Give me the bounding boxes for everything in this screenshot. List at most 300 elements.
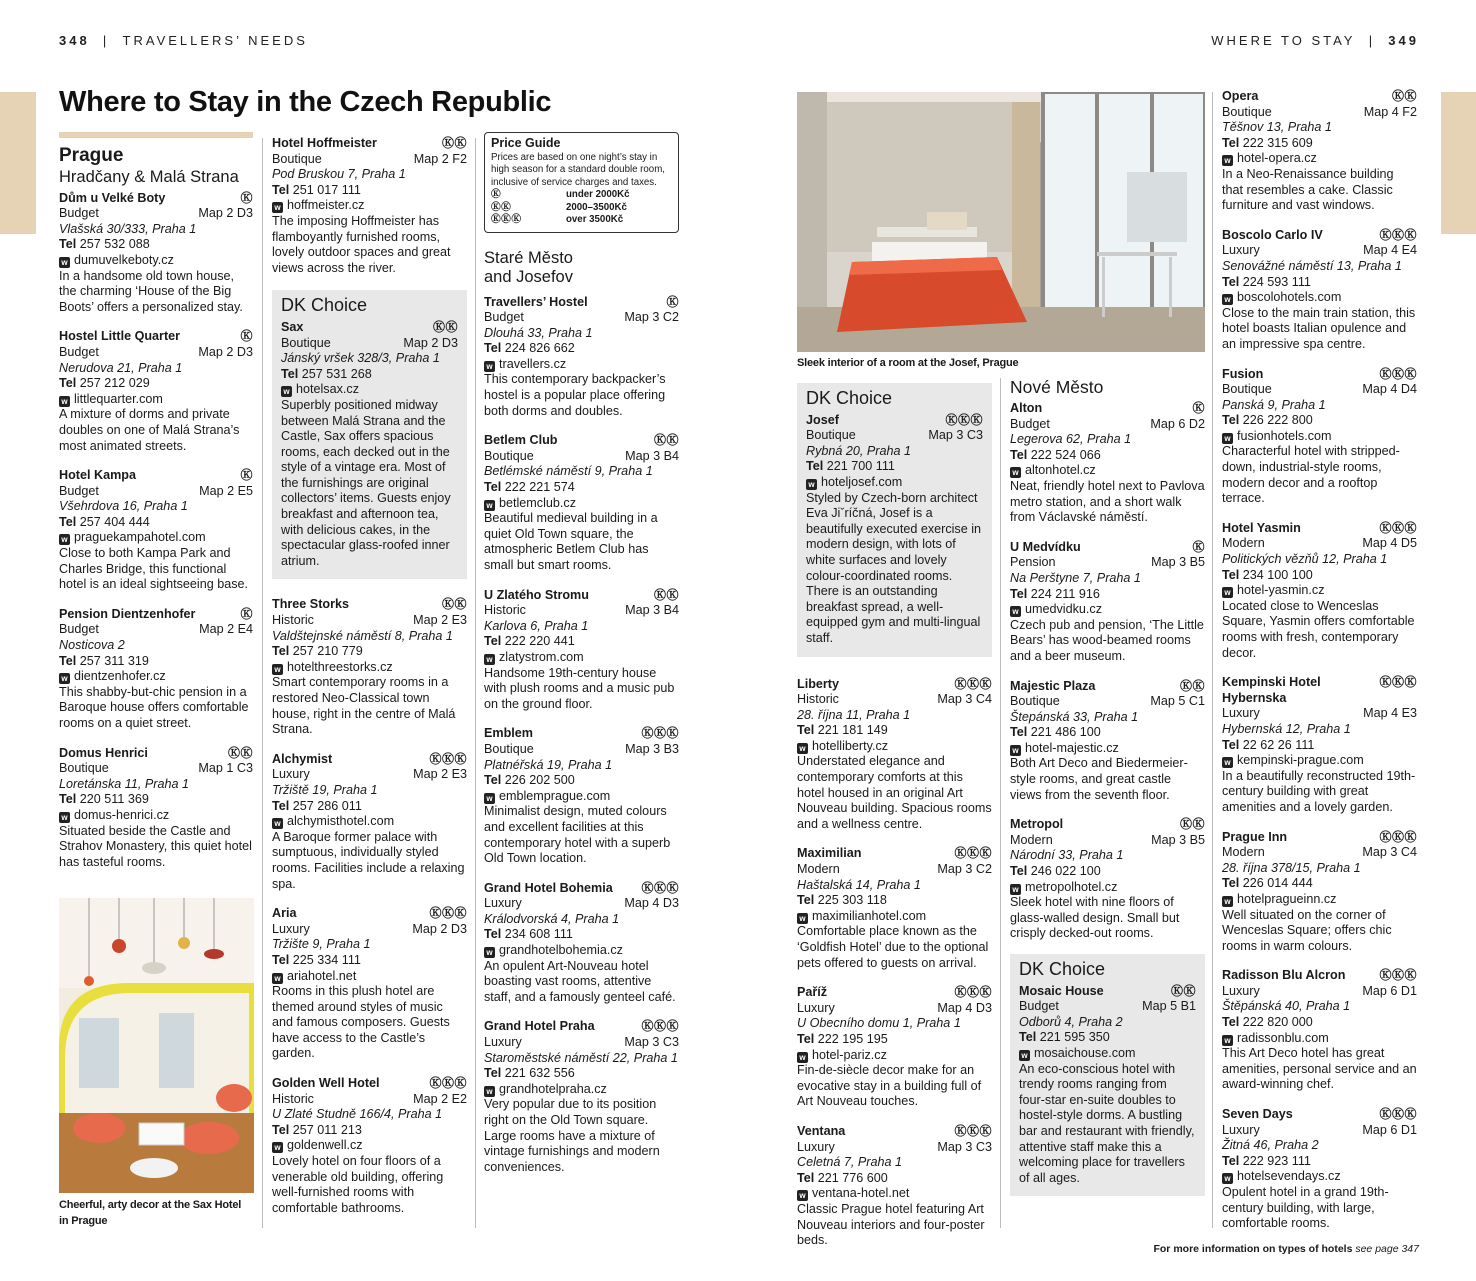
tel-label: Tel xyxy=(59,514,77,529)
price-range: 2000–3500Kč xyxy=(566,201,627,213)
dk-choice-box xyxy=(272,290,467,579)
website-link[interactable]: grandhotelbohemia.cz xyxy=(499,943,623,958)
map-reference: Map 3 C3 xyxy=(937,1139,992,1154)
hotel-description: Close to the main train station, this hotel boasts Italian opulence and an impressive spa centre. xyxy=(1222,305,1416,351)
dk-choice-box xyxy=(1010,954,1205,1196)
hotel-type: Pension xyxy=(1010,555,1056,570)
price-rating: ⓀⓀⓀ xyxy=(1379,1107,1417,1122)
web-icon: w xyxy=(797,1052,808,1063)
hotel-description: Neat, friendly hotel next to Pavlova metro station, and a short walk from Václavské náměstí. xyxy=(1010,478,1205,525)
column-divider xyxy=(1212,92,1213,1228)
tel-label: Tel xyxy=(484,927,502,942)
hotel-description: Very popular due to its position right on the Old Town square. Large rooms have a mixture of vintage furnishings and modern conveniences. xyxy=(484,1097,660,1174)
hotel-entry xyxy=(1222,89,1417,214)
website-link[interactable]: hotelsax.cz xyxy=(296,382,359,397)
website-link[interactable]: boscolohotels.com xyxy=(1237,290,1342,305)
map-reference: Map 6 D2 xyxy=(1150,416,1205,431)
map-reference: Map 2 E4 xyxy=(199,622,253,637)
column-divider xyxy=(475,138,476,1228)
hotel-telephone xyxy=(59,237,253,253)
entry-header-row xyxy=(1222,89,1417,105)
hotel-address: Na Perštyne 7, Praha 1 xyxy=(1010,570,1141,585)
tel-label: Tel xyxy=(484,634,502,649)
dk-choice-title: DK Choice xyxy=(806,388,893,408)
hotel-address: Štěpánská 40, Praha 1 xyxy=(1222,999,1351,1014)
price-guide xyxy=(484,132,679,233)
website-link[interactable]: littlequarter.com xyxy=(74,391,163,406)
website-link[interactable]: travellers.cz xyxy=(499,356,567,371)
website-link[interactable]: hoteljosef.com xyxy=(821,474,903,489)
website-link[interactable]: hotel-opera.cz xyxy=(1237,151,1317,166)
entry-type-row xyxy=(797,862,992,878)
map-reference: Map 3 C2 xyxy=(937,862,992,877)
hotel-description: This shabby-but-chic pension in a Baroque house offers comfortable rooms on a quiet street. xyxy=(59,684,249,730)
entry-header-row xyxy=(281,320,458,336)
hotel-entry xyxy=(59,607,253,732)
price-rating: ⓀⓀ xyxy=(1179,678,1205,693)
tel-number: 222 221 574 xyxy=(504,480,575,495)
price-rating: Ⓚ xyxy=(240,329,253,344)
column-3 xyxy=(484,132,679,1189)
hotel-address: Odborů 4, Praha 2 xyxy=(1019,1014,1123,1029)
hotel-type: Historic xyxy=(484,603,526,618)
price-rating: ⓀⓀⓀ xyxy=(945,412,983,427)
entry-type-row xyxy=(484,1035,679,1051)
hotel-telephone xyxy=(797,1032,992,1048)
hotel-address: U Zlaté Studně 166/4, Praha 1 xyxy=(272,1107,443,1122)
price-rating: ⓀⓀ xyxy=(441,597,467,612)
hotel-address: Tržiště 19, Praha 1 xyxy=(272,782,378,797)
web-icon: w xyxy=(1010,606,1021,617)
website-link[interactable]: ariahotel.net xyxy=(287,968,357,983)
tel-label: Tel xyxy=(1222,737,1240,752)
entry-type-row xyxy=(797,692,992,708)
hotel-name: Hotel Yasmin xyxy=(1222,520,1301,535)
hotel-website xyxy=(59,669,253,685)
website-link[interactable]: alchymisthotel.com xyxy=(287,814,395,829)
website-link[interactable]: hotelsevendays.cz xyxy=(1237,1169,1341,1184)
price-rating: ⓀⓀⓀ xyxy=(429,751,467,766)
section-name-right: WHERE TO STAY xyxy=(1211,33,1356,48)
hotel-telephone xyxy=(272,183,467,199)
hotel-address: Betlémské náměstí 9, Praha 1 xyxy=(484,464,653,479)
website-link[interactable]: hotel-pariz.cz xyxy=(812,1047,887,1062)
map-reference: Map 1 C3 xyxy=(198,761,253,776)
tel-label: Tel xyxy=(484,1066,502,1081)
price-guide-desc: Prices are based on one night’s stay in high season for a standard double room, inclusive of service charges and taxes. xyxy=(491,151,665,188)
hotel-entry xyxy=(59,329,253,454)
hotel-entry xyxy=(272,906,467,1062)
hotel-name: Domus Henrici xyxy=(59,745,148,760)
price-rating: ⓀⓀ xyxy=(432,319,458,334)
price-rating: ⓀⓀⓀ xyxy=(429,906,467,921)
website-link[interactable]: grandhotelpraha.cz xyxy=(499,1081,607,1096)
entry-list xyxy=(272,136,467,276)
subregion-heading: Nové Město xyxy=(1010,377,1104,397)
hotel-type: Luxury xyxy=(484,1035,522,1050)
web-icon: w xyxy=(1010,884,1021,895)
entry-header-row xyxy=(272,1076,467,1092)
tel-label: Tel xyxy=(59,237,77,252)
web-icon: w xyxy=(1222,757,1233,768)
hotel-description: Fin-de-siècle decor make for an evocative stay in a building full of Art Nouveau touches. xyxy=(797,1063,982,1109)
hotel-description: Styled by Czech-born architect Eva Jiˇríčná, Josef is a beautifully executed exercise in modern design, with lots of white surfaces and lovely colour-coordinated rooms. There is an outstanding breakfast spread, a well-equipped gym and multi-lingual staff. xyxy=(806,490,982,645)
entry-header-row xyxy=(1222,521,1417,537)
hotel-name: Three Storks xyxy=(272,597,349,612)
hotel-website xyxy=(281,382,458,398)
hotel-telephone xyxy=(1222,136,1417,152)
hotel-type: Budget xyxy=(59,483,99,498)
hotel-telephone xyxy=(272,1123,467,1139)
hotel-entry xyxy=(797,1124,992,1249)
hotel-address: 28. října 11, Praha 1 xyxy=(797,707,911,722)
hotel-type: Luxury xyxy=(272,767,310,782)
entry-list xyxy=(272,597,467,1216)
hotel-website xyxy=(797,739,992,755)
map-reference: Map 3 B3 xyxy=(625,741,679,756)
entry-type-row xyxy=(272,152,467,168)
hotel-description: Smart contemporary rooms in a restored Neo-Classical town house, right in the centre of Malá Strana. xyxy=(272,675,456,737)
map-reference: Map 2 E3 xyxy=(413,613,467,628)
price-rating: ⓀⓀ xyxy=(653,433,679,448)
entry-header-row xyxy=(1222,830,1417,846)
hotel-website xyxy=(484,1082,679,1098)
price-guide-row xyxy=(491,214,672,227)
hotel-website xyxy=(1010,602,1205,618)
hotel-website xyxy=(1222,583,1417,599)
hotel-type: Luxury xyxy=(1222,243,1260,258)
subregion-heading: Hradčany & Malá Strana xyxy=(59,167,239,186)
tel-number: 220 511 369 xyxy=(79,792,149,807)
tel-label: Tel xyxy=(797,1031,815,1046)
entry-list xyxy=(1010,401,1205,942)
price-rating: ⓀⓀ xyxy=(441,136,467,150)
tel-number: 22 62 26 111 xyxy=(1242,737,1315,752)
hotel-website xyxy=(797,1186,992,1202)
website-link[interactable]: hotelthreestorks.cz xyxy=(287,659,393,674)
hotel-address: Jánský vršek 328/3, Praha 1 xyxy=(281,351,440,366)
hotel-name: Sax xyxy=(281,319,304,334)
photo-caption-left: Cheerful, arty decor at the Sax Hotel in Prague xyxy=(59,1199,242,1227)
hotel-telephone xyxy=(59,515,253,531)
hotel-website xyxy=(484,496,679,512)
tel-number: 224 593 111 xyxy=(1242,274,1311,289)
hotel-address: Pod Bruskou 7, Praha 1 xyxy=(272,167,406,182)
website-link[interactable]: ventana-hotel.net xyxy=(812,1186,910,1201)
hotel-name: Grand Hotel Bohemia xyxy=(484,880,613,895)
map-reference: Map 2 E3 xyxy=(413,767,467,782)
hotel-type: Luxury xyxy=(797,1139,835,1154)
hotel-entry xyxy=(59,746,253,871)
price-rating: ⓀⓀⓀ xyxy=(641,1019,679,1034)
web-icon: w xyxy=(484,500,495,511)
entry-header-row xyxy=(59,746,253,762)
tel-label: Tel xyxy=(1222,413,1240,428)
website-link[interactable]: mosaichouse.com xyxy=(1034,1045,1136,1060)
hotel-address: Loretánska 11, Praha 1 xyxy=(59,776,189,791)
website-link[interactable]: maximilianhotel.com xyxy=(812,908,927,923)
entry-header-row xyxy=(797,985,992,1001)
section-name-left: TRAVELLERS’ NEEDS xyxy=(122,33,308,48)
website-link[interactable]: emblemprague.com xyxy=(499,788,611,803)
price-symbol: Ⓚ xyxy=(491,189,502,200)
website-link[interactable]: metropolhotel.cz xyxy=(1025,879,1118,894)
region-heading: Prague xyxy=(59,145,124,166)
tel-label: Tel xyxy=(1222,274,1240,289)
hotel-name: Josef xyxy=(806,412,839,427)
website-link[interactable]: hoffmeister.cz xyxy=(287,198,365,213)
entry-list xyxy=(797,677,992,1249)
tel-number: 257 311 319 xyxy=(79,653,149,668)
hotel-telephone xyxy=(1222,275,1417,291)
hotel-name: Betlem Club xyxy=(484,433,558,448)
hotel-entry xyxy=(484,881,679,1006)
hotel-entry xyxy=(1222,675,1417,815)
tel-label: Tel xyxy=(272,644,290,659)
hotel-name: Opera xyxy=(1222,89,1259,103)
map-reference: Map 3 C3 xyxy=(928,428,983,443)
entry-type-row xyxy=(59,345,253,361)
tel-number: 222 315 609 xyxy=(1242,135,1313,150)
map-reference: Map 5 B1 xyxy=(1142,999,1196,1014)
hotel-website xyxy=(484,650,679,666)
entry-type-row xyxy=(1010,694,1205,710)
hotel-address: Hybernská 12, Praha 1 xyxy=(1222,721,1351,736)
hotel-telephone xyxy=(1019,1030,1196,1046)
hotel-website xyxy=(272,814,467,830)
hotel-entry xyxy=(1010,817,1205,942)
hotel-name: Dům u Velké Boty xyxy=(59,190,166,205)
hotel-type: Modern xyxy=(1222,845,1265,860)
hotel-type: Budget xyxy=(484,310,524,325)
hotel-description: Czech pub and pension, ‘The Little Bears’ has wood-beamed rooms and a beer museum. xyxy=(1010,617,1204,663)
web-icon: w xyxy=(59,257,70,268)
hotel-telephone xyxy=(1222,568,1417,584)
hotel-name: Pension Dientzenhofer xyxy=(59,606,196,621)
hotel-type: Historic xyxy=(797,692,839,707)
web-icon: w xyxy=(1222,1035,1233,1046)
hotel-description: This contemporary backpacker’s hostel is a popular place offering both dorms and doubles. xyxy=(484,372,666,418)
hotel-website xyxy=(484,357,679,373)
map-reference: Map 3 C3 xyxy=(624,1035,679,1050)
tel-label: Tel xyxy=(1010,725,1028,740)
hotel-description: A Baroque former palace with sumptuous, individually styled rooms. Facilities include a relaxing spa. xyxy=(272,829,465,891)
hotel-entry xyxy=(1222,830,1417,955)
hotel-address: Celetná 7, Praha 1 xyxy=(797,1155,903,1170)
hotel-website xyxy=(1222,429,1417,445)
hotel-telephone xyxy=(797,723,992,739)
price-rating: ⓀⓀⓀ xyxy=(641,880,679,895)
tel-label: Tel xyxy=(797,893,815,908)
hotel-address: Senovážné náměstí 13, Praha 1 xyxy=(1222,258,1402,273)
price-rating: ⓀⓀⓀ xyxy=(1379,968,1417,983)
hotel-type: Luxury xyxy=(797,1000,835,1015)
hotel-type: Luxury xyxy=(484,896,522,911)
hotel-telephone xyxy=(484,773,679,789)
hotel-description: This Art Deco hotel has great amenities, personal service and an award-winning chef. xyxy=(1222,1046,1417,1092)
website-link[interactable]: betlemclub.cz xyxy=(499,495,576,510)
entry-type-row xyxy=(484,310,679,326)
web-icon: w xyxy=(1222,433,1233,444)
website-link[interactable]: dientzenhofer.cz xyxy=(74,669,166,684)
tel-number: 222 923 111 xyxy=(1242,1153,1311,1168)
hotel-address: Valdštejnské náměstí 8, Praha 1 xyxy=(272,628,453,643)
hotel-entry xyxy=(797,677,992,833)
entry-type-row xyxy=(1222,382,1417,398)
entry-type-row xyxy=(1222,1123,1417,1139)
tel-number: 226 222 800 xyxy=(1242,413,1313,428)
tel-number: 221 700 111 xyxy=(826,459,895,474)
hotel-address: Panská 9, Praha 1 xyxy=(1222,397,1326,412)
hotel-telephone xyxy=(1010,448,1205,464)
hotel-type: Modern xyxy=(1010,832,1053,847)
hotel-telephone xyxy=(1222,738,1417,754)
hotel-telephone xyxy=(1222,413,1417,429)
entry-type-row xyxy=(797,1140,992,1156)
map-reference: Map 2 D3 xyxy=(198,206,253,221)
hotel-website xyxy=(797,909,992,925)
tel-number: 225 303 118 xyxy=(817,893,887,908)
website-link[interactable]: umedvidku.cz xyxy=(1025,602,1102,617)
web-icon: w xyxy=(272,1142,283,1153)
website-link[interactable]: praguekampahotel.com xyxy=(74,530,206,545)
hotel-type: Boutique xyxy=(281,335,331,350)
entry-header-row xyxy=(1019,984,1196,1000)
website-link[interactable]: hotel-yasmin.cz xyxy=(1237,583,1325,598)
hotel-name: Maximilian xyxy=(797,846,862,861)
hotel-type: Budget xyxy=(1010,416,1050,431)
footer-text: For more information on types of hotels xyxy=(1153,1243,1353,1255)
hotel-entry xyxy=(59,191,253,316)
hotel-description: The imposing Hoffmeister has flamboyantly furnished rooms, lovely outdoor spaces and great views across the river. xyxy=(272,213,451,275)
entry-type-row xyxy=(1222,706,1417,722)
tel-label: Tel xyxy=(272,182,290,197)
website-link[interactable]: zlatystrom.com xyxy=(499,649,584,664)
website-link[interactable]: hotel-majestic.cz xyxy=(1025,740,1119,755)
tel-number: 224 826 662 xyxy=(504,341,575,356)
entry-type-row xyxy=(484,896,679,912)
tel-label: Tel xyxy=(484,773,502,788)
hotel-telephone xyxy=(59,792,253,808)
website-link[interactable]: kempinski-prague.com xyxy=(1237,753,1364,768)
map-reference: Map 3 B4 xyxy=(625,603,679,618)
hotel-entry xyxy=(281,320,458,570)
hotel-type: Budget xyxy=(1019,999,1059,1014)
website-link[interactable]: altonhotel.cz xyxy=(1025,463,1096,478)
price-rating: ⓀⓀ xyxy=(227,745,253,760)
tel-label: Tel xyxy=(797,1170,815,1185)
entry-type-row xyxy=(272,613,467,629)
price-guide-title: Price Guide xyxy=(491,136,561,150)
hotel-address: Vlašská 30/333, Praha 1 xyxy=(59,221,197,236)
price-symbol: ⓀⓀⓀ xyxy=(491,214,522,225)
web-icon: w xyxy=(484,947,495,958)
tel-label: Tel xyxy=(484,341,502,356)
hotel-address: Platnéřská 19, Praha 1 xyxy=(484,757,613,772)
hotel-description: Well situated on the corner of Wenceslas Square; offers chic rooms in warm colours. xyxy=(1222,907,1392,953)
map-reference: Map 3 B5 xyxy=(1151,555,1205,570)
hotel-name: Prague Inn xyxy=(1222,829,1288,844)
price-range: under 2000Kč xyxy=(566,189,630,200)
hotel-address: Rybná 20, Praha 1 xyxy=(806,443,912,458)
entry-header-row xyxy=(797,1124,992,1140)
map-reference: Map 3 C2 xyxy=(624,310,679,325)
web-icon: w xyxy=(806,479,817,490)
dk-choice-box xyxy=(797,383,992,657)
hotel-entry xyxy=(1019,984,1196,1187)
web-icon: w xyxy=(281,386,292,397)
map-reference: Map 4 E3 xyxy=(1363,706,1417,721)
tel-number: 257 210 779 xyxy=(292,644,363,659)
hotel-telephone xyxy=(484,927,679,943)
hotel-entry xyxy=(1222,228,1417,353)
website-link[interactable]: radissonblu.com xyxy=(1237,1030,1329,1045)
web-icon: w xyxy=(484,361,495,372)
hotel-telephone xyxy=(484,1066,679,1082)
hotel-website xyxy=(806,475,983,491)
hotel-website xyxy=(484,943,679,959)
tel-label: Tel xyxy=(272,798,290,813)
website-link[interactable]: domus-henrici.cz xyxy=(74,807,170,822)
web-icon: w xyxy=(797,743,808,754)
price-rating: ⓀⓀⓀ xyxy=(954,846,992,861)
entry-type-row xyxy=(1222,105,1417,121)
website-link[interactable]: hotelpragueinn.cz xyxy=(1237,891,1337,906)
website-link[interactable]: dumuvelkeboty.cz xyxy=(74,252,174,267)
entry-type-row xyxy=(484,603,679,619)
hotel-type: Modern xyxy=(797,862,840,877)
entry-type-row xyxy=(1222,984,1417,1000)
hotel-type: Luxury xyxy=(1222,706,1260,721)
hotel-telephone xyxy=(484,341,679,357)
hotel-telephone xyxy=(272,799,467,815)
price-rating: Ⓚ xyxy=(240,468,253,483)
entry-list xyxy=(1222,89,1417,1232)
price-rating: Ⓚ xyxy=(240,606,253,621)
entry-type-row xyxy=(806,428,983,444)
hotel-website xyxy=(484,789,679,805)
hotel-website xyxy=(59,530,253,546)
website-link[interactable]: fusionhotels.com xyxy=(1237,428,1332,443)
hotel-description: In a handsome old town house, the charming ‘House of the Big Boots’ offers a personalized stay. xyxy=(59,268,243,314)
tel-number: 257 011 213 xyxy=(292,1122,362,1137)
hotel-website xyxy=(1019,1046,1196,1062)
map-reference: Map 3 C4 xyxy=(1362,845,1417,860)
hotel-entry xyxy=(806,413,983,647)
entry-header-row xyxy=(1222,675,1417,706)
web-icon: w xyxy=(1010,745,1021,756)
hotel-telephone xyxy=(1222,1015,1417,1031)
map-reference: Map 4 F2 xyxy=(1363,104,1417,119)
subregion-heading: Staré Město and Josefov xyxy=(484,248,573,286)
hotel-name: Liberty xyxy=(797,676,839,691)
hotel-description: In a Neo-Renaissance building that resembles a cake. Classic furniture and vast windows. xyxy=(1222,166,1394,213)
price-rating: Ⓚ xyxy=(1192,539,1205,554)
entry-type-row xyxy=(1222,243,1417,259)
price-rating: ⓀⓀ xyxy=(653,587,679,602)
entry-header-row xyxy=(1222,968,1417,984)
hotel-name: Majestic Plaza xyxy=(1010,678,1096,693)
website-link[interactable]: hotelliberty.cz xyxy=(812,738,889,753)
tel-label: Tel xyxy=(1010,447,1028,462)
hotel-type: Boutique xyxy=(484,741,534,756)
website-link[interactable]: goldenwell.cz xyxy=(287,1138,363,1153)
hotel-entry xyxy=(272,752,467,892)
price-guide-row xyxy=(491,202,672,215)
web-icon: w xyxy=(484,654,495,665)
hotel-address: Dlouhá 33, Praha 1 xyxy=(484,325,593,340)
hotel-description: Located close to Wenceslas Square, Yasmin offers comfortable rooms with fresh, contemporary decor. xyxy=(1222,598,1415,660)
